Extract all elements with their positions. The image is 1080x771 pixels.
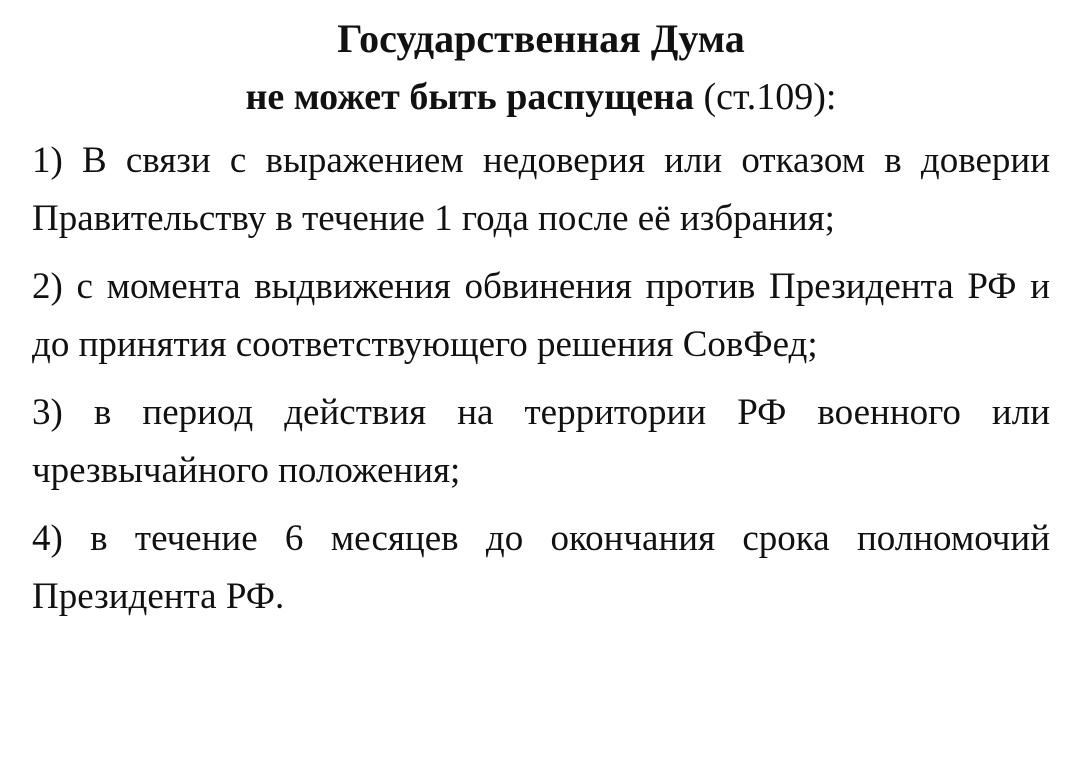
- document-title: Государственная Дума: [337, 16, 745, 61]
- subtitle-bold: не может быть распущена: [245, 76, 694, 118]
- list-item-4: 4) в течение 6 месяцев до окончания срока полномочий Президента РФ.: [32, 518, 1050, 617]
- list-item-1: 1) В связи с выражением недоверия или отказом в доверии Правительству в течение 1 года после её избрания;: [32, 140, 1050, 239]
- list-item-3: 3) в период действия на территории РФ военного или чрезвычайного положения;: [32, 392, 1050, 491]
- subtitle-article-ref: (ст.109):: [693, 76, 837, 118]
- document-page: [32, 10, 1050, 636]
- document-subtitle: [32, 68, 1050, 126]
- list-item-2: 2) с момента выдвижения обвинения против Президента РФ и до принятия соответствующего решения СовФед;: [32, 266, 1050, 365]
